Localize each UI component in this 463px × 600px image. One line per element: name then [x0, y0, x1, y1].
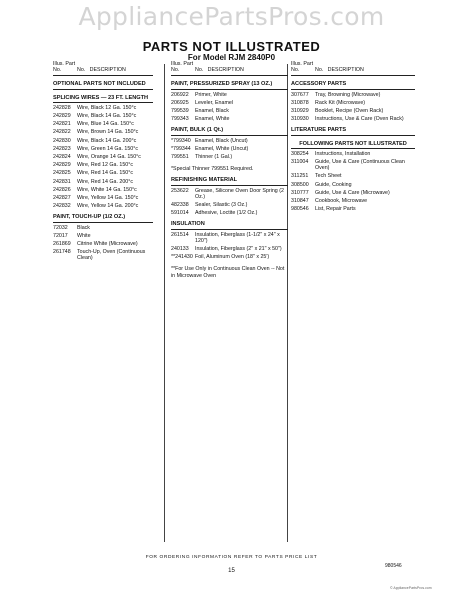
part-description: Enamel, White: [195, 116, 230, 123]
part-number: 242828: [53, 104, 71, 111]
part-row: [171, 210, 288, 216]
part-row: [53, 121, 153, 127]
part-description: Wire, Brown 14 Ga. 150°c: [77, 129, 139, 136]
part-description: Guide, Use & Care (Continuous Clean Oven): [315, 159, 405, 172]
section-title: PAINT, BULK (1 Qt.): [171, 127, 288, 135]
part-number: 72017: [53, 232, 68, 239]
column-header: Illus. Part No. No. DESCRIPTION: [53, 61, 126, 74]
part-number: 307677: [291, 91, 309, 98]
part-number: 242822: [53, 129, 71, 136]
column-header: Illus. Part No. No. DESCRIPTION: [291, 61, 364, 74]
part-number: 242826: [53, 186, 71, 193]
part-row: [171, 138, 288, 144]
part-row: [171, 146, 288, 152]
section-title: ACCESSORY PARTS: [291, 81, 415, 89]
part-description: Foil, Aluminum Oven (18" x 25'): [195, 254, 270, 261]
parts-list: [53, 105, 153, 210]
part-description: Wire, Yellow 14 Ga. 200°c: [77, 203, 139, 210]
part-number: 242830: [53, 137, 71, 144]
part-row: [291, 206, 415, 212]
part-description: Wire, Red 14 Ga. 150°c: [77, 170, 133, 177]
part-description: Adhesive, Loctite (1/2 Oz.): [195, 210, 258, 217]
part-description: Enamel, Black (Uncut): [195, 137, 248, 144]
part-number: *799344: [171, 145, 191, 152]
part-number: 799343: [171, 116, 189, 123]
part-number: 310929: [291, 108, 309, 115]
parts-list: [171, 92, 288, 123]
part-row: [291, 182, 415, 188]
part-row: [171, 188, 288, 200]
part-description: Instructions, Use & Care (Oven Rack): [315, 116, 404, 123]
parts-list: [53, 225, 153, 262]
part-number: 261869: [53, 241, 71, 248]
section-title: OPTIONAL PARTS NOT INCLUDED: [53, 81, 153, 89]
note-text: *Special Thinner 799551 Required.: [171, 166, 254, 173]
part-row: [291, 151, 415, 157]
part-row: [53, 187, 153, 193]
part-description: Enamel, Black: [195, 108, 229, 115]
part-number: 242824: [53, 154, 71, 161]
part-row: [53, 129, 153, 135]
part-description: Wire, Black 12 Ga. 150°c: [77, 104, 137, 111]
part-row: [291, 108, 415, 114]
part-row: [291, 100, 415, 106]
header-rule: [291, 75, 415, 76]
part-row: [291, 116, 415, 122]
part-row: [53, 225, 153, 231]
parts-list: [171, 188, 288, 217]
part-description: Leveler, Enamel: [195, 99, 233, 106]
header-rule: [171, 75, 288, 76]
part-row: [53, 195, 153, 201]
part-description: Insulation, Fiberglass (1-1/2" x 24" x 120"): [195, 231, 280, 244]
part-number: 240133: [171, 246, 189, 253]
parts-list: [291, 151, 415, 213]
part-number: 261514: [171, 231, 189, 238]
footnote-text: **For Use Only in Continuous Clean Oven -- Not in Microwave Oven: [171, 266, 285, 279]
part-description: Primer, White: [195, 91, 227, 98]
part-description: Guide, Cooking: [315, 181, 352, 188]
parts-list: [171, 138, 288, 161]
part-row: [291, 190, 415, 196]
part-row: [53, 233, 153, 239]
part-row: [171, 154, 288, 160]
part-description: Touch-Up, Oven (Continuous Clean): [77, 249, 146, 262]
page-title: PARTS NOT ILLUSTRATED: [142, 39, 321, 54]
part-description: Cookbook, Microwave: [315, 198, 368, 205]
part-row: [171, 232, 288, 244]
part-description: List, Repair Parts: [315, 206, 356, 213]
column-divider: [164, 64, 165, 542]
part-description: Grease, Silicone Oven Door Spring (2 Oz.): [195, 187, 284, 200]
column-header: Illus. Part No. No. DESCRIPTION: [171, 61, 244, 74]
part-description: White: [77, 232, 91, 239]
part-description: Wire, Red 14 Ga. 200°c: [77, 178, 133, 185]
part-number: 261748: [53, 249, 71, 256]
section-title: SPLICING WIRES — 23 FT. LENGTH: [53, 95, 153, 103]
part-description: Rack Kit (Microwave): [315, 99, 366, 106]
section-title: LITERATURE PARTS: [291, 127, 415, 135]
part-row: [291, 173, 415, 179]
part-row: [53, 203, 153, 209]
part-row: [53, 241, 153, 247]
part-row: [291, 198, 415, 204]
part-number: *799340: [171, 137, 191, 144]
part-description: Instructions, Installation: [315, 150, 371, 157]
section-title: INSULATION: [171, 221, 288, 229]
part-number: 242831: [53, 178, 71, 185]
part-row: [171, 202, 288, 208]
part-number: 310847: [291, 198, 309, 205]
part-row: [53, 105, 153, 111]
part-number: 242825: [53, 170, 71, 177]
part-description: Tray, Browning (Microwave): [315, 91, 381, 98]
section-title: PAINT, PRESSURIZED SPRAY (13 OZ.): [171, 81, 288, 89]
part-description: Wire, Black 14 Ga. 150°c: [77, 113, 137, 120]
part-number: 242829: [53, 162, 71, 169]
part-number: 206925: [171, 99, 189, 106]
part-row: [171, 254, 288, 260]
part-row: [53, 154, 153, 160]
part-row: [53, 146, 153, 152]
part-description: Insulation, Fiberglass (2" x 21" x 50"): [195, 246, 282, 253]
part-number: 206922: [171, 91, 189, 98]
part-number: 980546: [291, 206, 309, 213]
copyright-text: © AppliancePartsPros.com: [390, 586, 432, 590]
part-number: 310930: [291, 116, 309, 123]
model-subtitle: For Model RJM 2840P0: [187, 53, 276, 62]
part-row: [291, 92, 415, 98]
part-description: Enamel, White (Uncut): [195, 145, 249, 152]
section-title: FOLLOWING PARTS NOT ILLUSTRATED: [291, 141, 415, 149]
part-number: 311004: [291, 159, 309, 166]
part-number: 591014: [171, 210, 189, 217]
part-description: Tech Sheet: [315, 173, 342, 180]
part-row: [53, 138, 153, 144]
part-description: Wire, Black 14 Ga. 200°c: [77, 137, 137, 144]
column-2: [171, 61, 288, 279]
watermark: AppliancePartsPros.com: [78, 2, 385, 31]
part-number: 799551: [171, 154, 189, 161]
part-number: 310777: [291, 189, 309, 196]
part-row: [53, 162, 153, 168]
column-3: [291, 61, 415, 212]
part-row: [53, 170, 153, 176]
part-row: [171, 246, 288, 252]
section-title: REFINISHING MATERIAL: [171, 177, 288, 185]
part-row: [53, 249, 153, 261]
parts-list: [171, 232, 288, 261]
part-number: 253622: [171, 187, 189, 194]
part-number: 72032: [53, 224, 68, 231]
part-row: [171, 108, 288, 114]
part-number: 308500: [291, 181, 309, 188]
part-description: Booklet, Recipe (Oven Rack): [315, 108, 384, 115]
part-number: 242827: [53, 195, 71, 202]
part-number: 242821: [53, 121, 71, 128]
part-row: [171, 92, 288, 98]
header-rule: [53, 75, 153, 76]
part-description: Sealer, Silastic (3 Oz.): [195, 202, 248, 209]
part-number: 799539: [171, 108, 189, 115]
part-description: Wire, Red 12 Ga. 150°c: [77, 162, 133, 169]
part-description: Wire, Green 14 Ga. 150°c: [77, 145, 138, 152]
part-number: 482338: [171, 202, 189, 209]
part-row: [53, 179, 153, 185]
part-number: **241430: [171, 254, 193, 261]
column-1: [53, 61, 153, 262]
part-description: Wire, Yellow 14 Ga. 150°c: [77, 195, 139, 202]
part-description: Wire, Orange 14 Ga. 150°c: [77, 154, 141, 161]
part-description: Wire, Blue 14 Ga. 150°c: [77, 121, 134, 128]
parts-list: [291, 92, 415, 123]
part-number: 311251: [291, 173, 309, 180]
part-number: 242829: [53, 113, 71, 120]
part-row: [171, 116, 288, 122]
part-number: 310878: [291, 99, 309, 106]
part-row: [53, 113, 153, 119]
document-number: 980546: [385, 563, 402, 569]
part-number: 242823: [53, 145, 71, 152]
part-row: [171, 100, 288, 106]
part-number: 308254: [291, 150, 309, 157]
part-description: Black: [77, 224, 90, 231]
part-number: 242832: [53, 203, 71, 210]
page-number: 15: [228, 568, 235, 574]
part-description: Citrine White (Microwave): [77, 241, 138, 248]
part-description: Wire, White 14 Ga. 150°c: [77, 186, 137, 193]
section-title: PAINT, TOUCH-UP (1/2 OZ.): [53, 214, 153, 222]
part-description: Guide, Use & Care (Microwave): [315, 189, 390, 196]
ordering-footer: FOR ORDERING INFORMATION REFER TO PARTS PRICE LIST: [145, 555, 318, 560]
part-description: Thinner (1 Gal.): [195, 154, 233, 161]
part-row: [291, 159, 415, 171]
